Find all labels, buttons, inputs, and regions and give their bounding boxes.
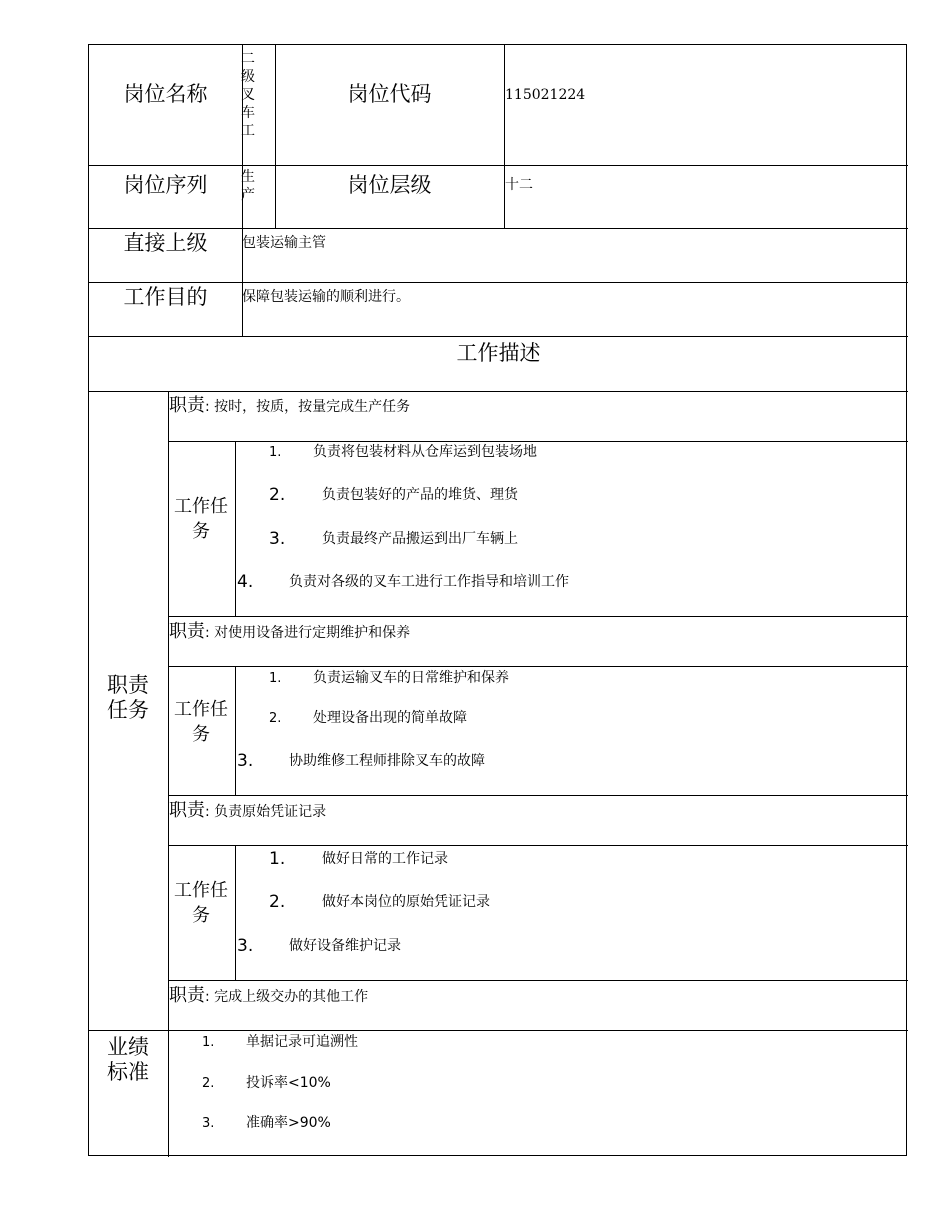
superior-value: 包装运输主管	[242, 235, 326, 251]
task-label-2: 工作任务	[174, 699, 228, 745]
duty-text: : 按时，按质，按量完成生产任务	[205, 399, 411, 415]
task-num: 3.	[269, 529, 286, 549]
rule-task2-bottom	[169, 795, 908, 796]
rule-desc-bottom	[89, 391, 908, 392]
task-num: 2.	[269, 711, 282, 726]
task-num: 2.	[269, 892, 286, 912]
duty-prefix: 职责	[169, 985, 205, 1006]
task-text: 做好设备维护记录	[289, 938, 401, 954]
rule-value1-col	[275, 45, 276, 228]
rule-task3-bottom	[169, 980, 908, 981]
duty-heading-4	[169, 985, 368, 1007]
rule-duty3-bottom	[169, 845, 908, 846]
rule-label2-col	[504, 45, 505, 228]
duty-heading-2	[169, 621, 410, 643]
rule-task1-bottom	[169, 616, 908, 617]
rule-duty2-bottom	[169, 666, 908, 667]
duty-text: : 负责原始凭证记录	[205, 804, 327, 820]
rule-row4-bottom	[89, 336, 908, 337]
task-num: 1.	[269, 445, 282, 460]
purpose-label: 工作目的	[123, 285, 208, 309]
task-text: 负责最终产品搬运到出厂车辆上	[322, 531, 518, 547]
rule-row2-bottom	[89, 228, 908, 229]
superior-label: 直接上级	[123, 231, 208, 255]
task-text: 负责将包装材料从仓库运到包装场地	[313, 444, 537, 460]
rule-duties-bottom	[89, 1030, 908, 1031]
perf-num: 2.	[202, 1076, 215, 1091]
post-series-label: 岗位序列	[123, 173, 208, 197]
task-text: 做好本岗位的原始凭证记录	[322, 894, 490, 910]
duty-text: : 完成上级交办的其他工作	[205, 989, 369, 1005]
rule-row1-bottom	[89, 165, 908, 166]
perf-text: 单据记录可追溯性	[246, 1034, 358, 1050]
duty-heading-3	[169, 800, 326, 822]
post-code-value: 115021224	[505, 87, 586, 103]
task-num: 3.	[237, 751, 254, 771]
task-label-3: 工作任务	[174, 880, 228, 926]
post-level-label: 岗位层级	[347, 173, 432, 197]
purpose-value: 保障包装运输的顺利进行。	[242, 289, 410, 305]
perf-num: 3.	[202, 1116, 215, 1131]
task-num: 4.	[237, 572, 254, 592]
duty-prefix: 职责	[169, 621, 205, 642]
task-num: 1.	[269, 849, 286, 869]
task-label-1: 工作任务	[174, 496, 228, 542]
post-series-value: 生产	[241, 169, 255, 203]
rule-task2-col	[235, 666, 236, 795]
task-text: 负责对各级的叉车工进行工作指导和培训工作	[289, 574, 569, 590]
duties-label: 职责任务	[107, 673, 149, 722]
task-text: 负责运输叉车的日常维护和保养	[313, 670, 509, 686]
task-num: 2.	[269, 485, 286, 505]
duty-heading-1	[169, 395, 410, 417]
perf-text: 投诉率<10%	[246, 1075, 331, 1091]
rule-row3-bottom	[89, 282, 908, 283]
description-title: 工作描述	[456, 341, 541, 365]
perf-num: 1.	[202, 1035, 215, 1050]
duty-prefix: 职责	[169, 800, 205, 821]
rule-task3-col	[235, 845, 236, 980]
task-text: 协助维修工程师排除叉车的故障	[289, 753, 485, 769]
post-level-value: 十二	[505, 177, 533, 193]
post-name-label: 岗位名称	[123, 82, 208, 106]
task-text: 做好日常的工作记录	[322, 851, 448, 867]
task-text: 负责包装好的产品的堆货、理货	[322, 487, 518, 503]
task-num: 3.	[237, 936, 254, 956]
duty-text: : 对使用设备进行定期维护和保养	[205, 625, 411, 641]
job-description-form	[88, 44, 907, 1156]
post-code-label: 岗位代码	[347, 82, 432, 106]
duty-prefix: 职责	[169, 395, 205, 416]
rule-duty1-bottom	[169, 441, 908, 442]
post-name-value: 二级叉车工	[241, 51, 255, 139]
task-text: 处理设备出现的简单故障	[313, 710, 467, 726]
task-num: 1.	[269, 671, 282, 686]
performance-label: 业绩标准	[107, 1035, 149, 1084]
perf-text: 准确率>90%	[246, 1115, 331, 1131]
